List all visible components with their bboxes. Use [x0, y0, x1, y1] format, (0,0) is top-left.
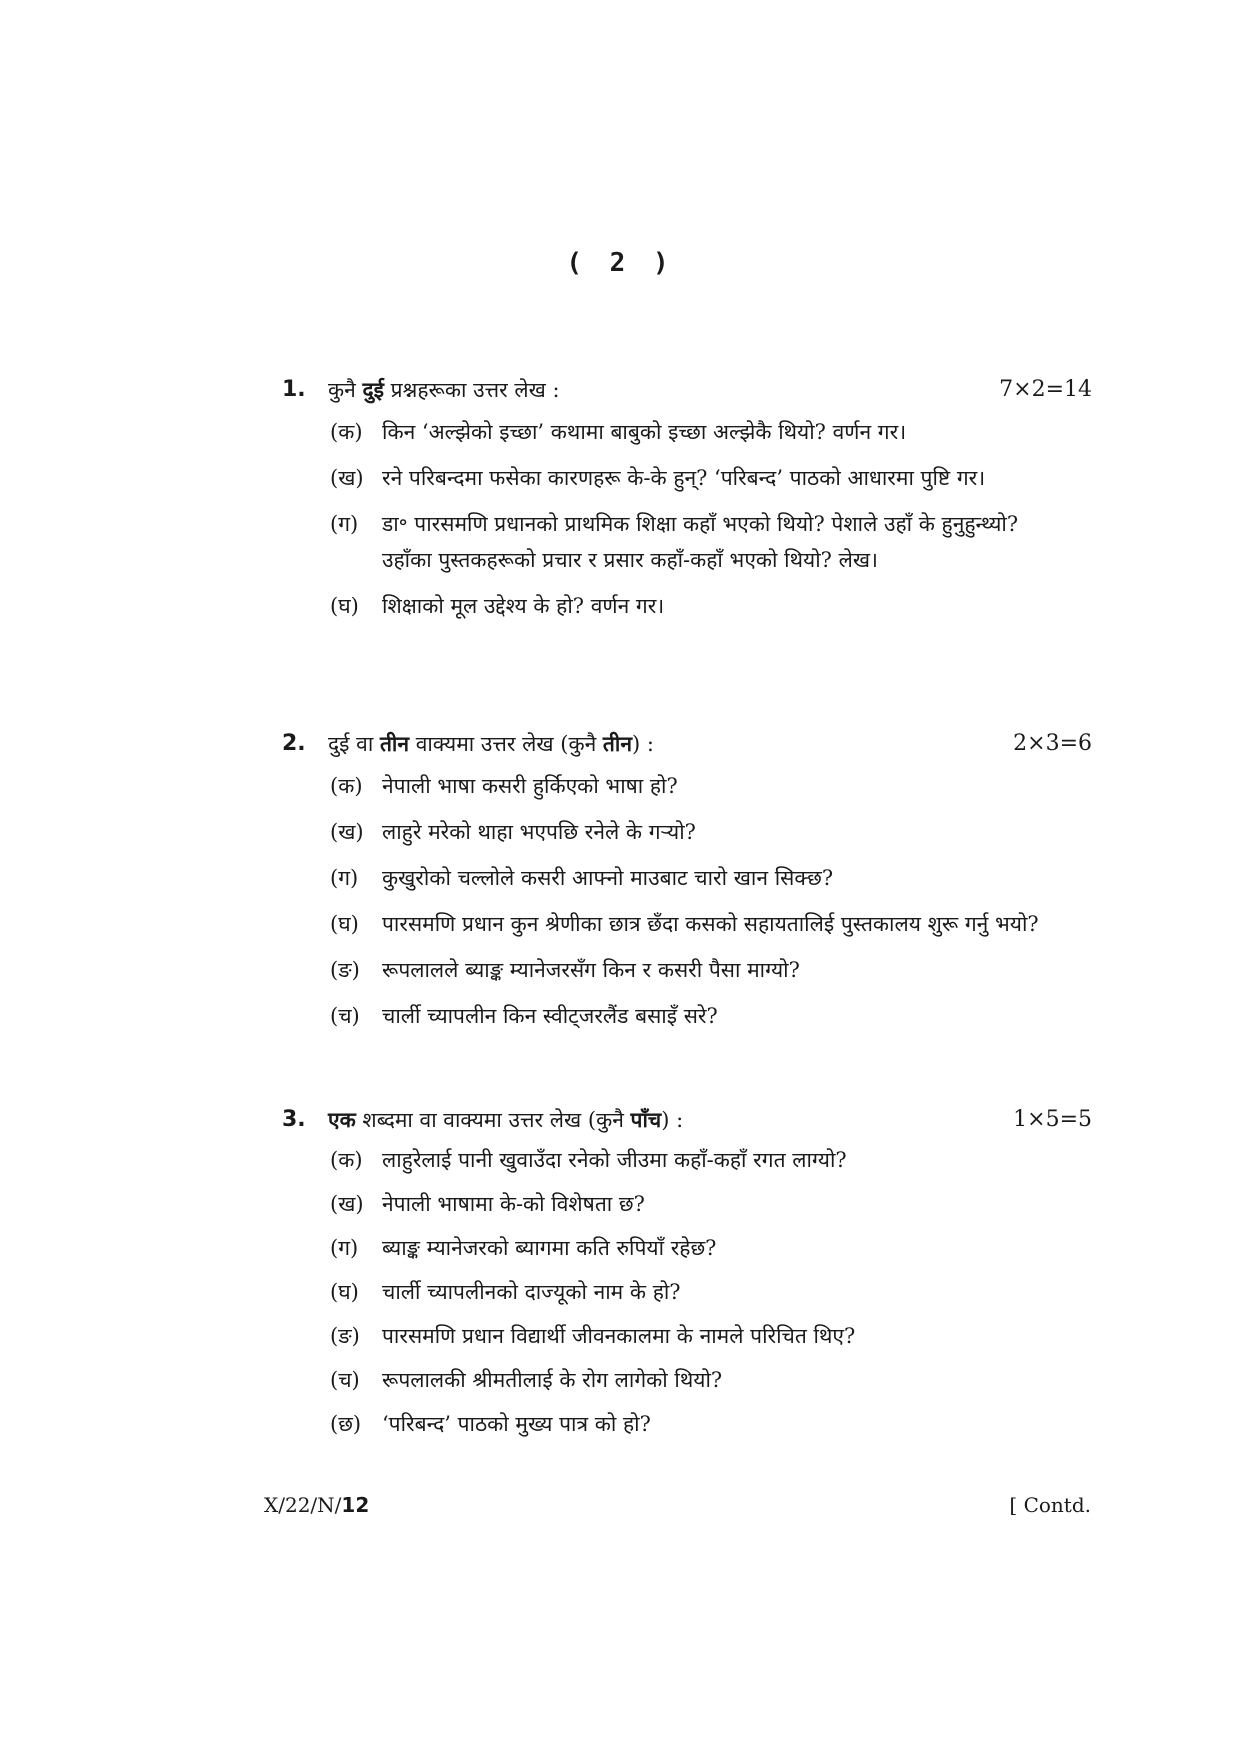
question-1: [282, 372, 1092, 624]
sub-question-text: कुखुरोको चल्लोले कसरी आफ्नो माउबाट चारो खान सिक्छ?: [382, 866, 834, 890]
sub-question-label: (ग): [330, 1236, 359, 1260]
sub-question-label: (क): [330, 774, 363, 798]
sub-question-label: (ग): [330, 512, 359, 536]
sub-question: [330, 1230, 1042, 1266]
sub-question-label: (घ): [330, 912, 359, 936]
sub-question-text: पारसमणि प्रधान विद्यार्थी जीवनकालमा के नामले परिचित थिए?: [382, 1324, 856, 1348]
sub-question: [330, 1186, 1042, 1222]
question-number: 1.: [282, 377, 306, 402]
sub-question: [330, 906, 1042, 942]
sub-question-label: (घ): [330, 594, 359, 618]
sub-question-text: नेपाली भाषामा के-को विशेषता छ?: [382, 1192, 645, 1216]
sub-question-label: (च): [330, 1004, 360, 1028]
sub-question-label: (ग): [330, 866, 359, 890]
question-header: [282, 372, 1092, 408]
sub-question-label: (ङ): [330, 1324, 360, 1348]
sub-question-text: रने परिबन्दमा फसेका कारणहरू के-के हुन्? ‘परिबन्द’ पाठको आधारमा पुष्टि गर।: [382, 466, 986, 490]
sub-question-text: चार्ली च्यापलीन किन स्वीट्जरलैंड बसाइँ सरे?: [382, 1004, 718, 1028]
sub-question: [330, 952, 1042, 988]
sub-question-text: पारसमणि प्रधान कुन श्रेणीका छात्र छँदा कसको सहायतालिई पुस्तकालय शुरू गर्नु भयो?: [382, 912, 1039, 936]
sub-question-text: किन ‘अल्झेको इच्छा’ कथामा बाबुको इच्छा अल्झेकै थियो? वर्णन गर।: [382, 420, 907, 444]
sub-question-label: (घ): [330, 1280, 359, 1304]
sub-question: [330, 768, 1042, 804]
paper-code: X/22/N/12: [264, 1493, 370, 1517]
sub-question-label: (ख): [330, 1192, 364, 1216]
question-3: [282, 1102, 1092, 1442]
question-number: 3.: [282, 1107, 306, 1132]
question-marks: 2×3=6: [1013, 731, 1092, 756]
sub-question: [330, 588, 1042, 624]
sub-question-text: शिक्षाको मूल उद्देश्य के हो? वर्णन गर।: [382, 594, 665, 618]
sub-question: [330, 860, 1042, 896]
question-header: [282, 1102, 1092, 1138]
sub-question-label: (क): [330, 1148, 363, 1172]
question-2: [282, 726, 1092, 1034]
question-instruction: कुनै दुई प्रश्नहरूका उत्तर लेख :: [328, 377, 560, 402]
sub-question: [330, 1406, 1042, 1442]
sub-question-text: नेपाली भाषा कसरी हुर्किएको भाषा हो?: [382, 774, 678, 798]
sub-question-label: (ख): [330, 466, 364, 490]
page-number: ( 2 ): [566, 248, 675, 278]
sub-question: [330, 998, 1042, 1034]
sub-question: [330, 460, 1042, 496]
sub-question-label: (ख): [330, 820, 364, 844]
question-marks: 7×2=14: [999, 377, 1092, 402]
sub-question-label: (ङ): [330, 958, 360, 982]
sub-question-label: (छ): [330, 1412, 362, 1436]
question-number: 2.: [282, 731, 306, 756]
sub-question-text: रूपलालले ब्याङ्क म्यानेजरसँग किन र कसरी पैसा माग्यो?: [382, 958, 800, 982]
sub-question-text: चार्ली च्यापलीनको दाज्यूको नाम के हो?: [382, 1280, 681, 1304]
sub-question-label: (क): [330, 420, 363, 444]
sub-question-text: रूपलालकी श्रीमतीलाई के रोग लागेको थियो?: [382, 1368, 723, 1392]
question-header: [282, 726, 1092, 762]
sub-question: [330, 506, 1042, 578]
sub-question-text: डा॰ पारसमणि प्रधानको प्राथमिक शिक्षा कहाँ भएको थियो? पेशाले उहाँ के हुनुहुन्थ्यो? उहाँका पुस्तकहरूको प्रचार र प्रसार कहाँ-कहाँ भएको थियो? लेख।: [382, 512, 1019, 572]
sub-question-text: लाहुरे मरेको थाहा भएपछि रनेले के गर्‍यो?: [382, 820, 696, 844]
sub-question: [330, 1318, 1042, 1354]
sub-question-text: ‘परिबन्द’ पाठको मुख्य पात्र को हो?: [382, 1412, 651, 1436]
sub-question-label: (च): [330, 1368, 360, 1392]
sub-question: [330, 1362, 1042, 1398]
sub-question-text: लाहुरेलाई पानी खुवाउँदा रनेको जीउमा कहाँ-कहाँ रगत लाग्यो?: [382, 1148, 847, 1172]
question-instruction: दुई वा तीन वाक्यमा उत्तर लेख (कुनै तीन) :: [328, 731, 654, 756]
sub-question: [330, 1142, 1042, 1178]
sub-question: [330, 1274, 1042, 1310]
sub-question: [330, 414, 1042, 450]
continued-note: [ Contd.: [1009, 1493, 1091, 1517]
sub-question-text: ब्याङ्क म्यानेजरको ब्यागमा कति रुपियाँ रहेछ?: [382, 1236, 717, 1260]
question-instruction: एक शब्दमा वा वाक्यमा उत्तर लेख (कुनै पाँच) :: [328, 1107, 684, 1132]
sub-question: [330, 814, 1042, 850]
question-marks: 1×5=5: [1013, 1107, 1092, 1132]
